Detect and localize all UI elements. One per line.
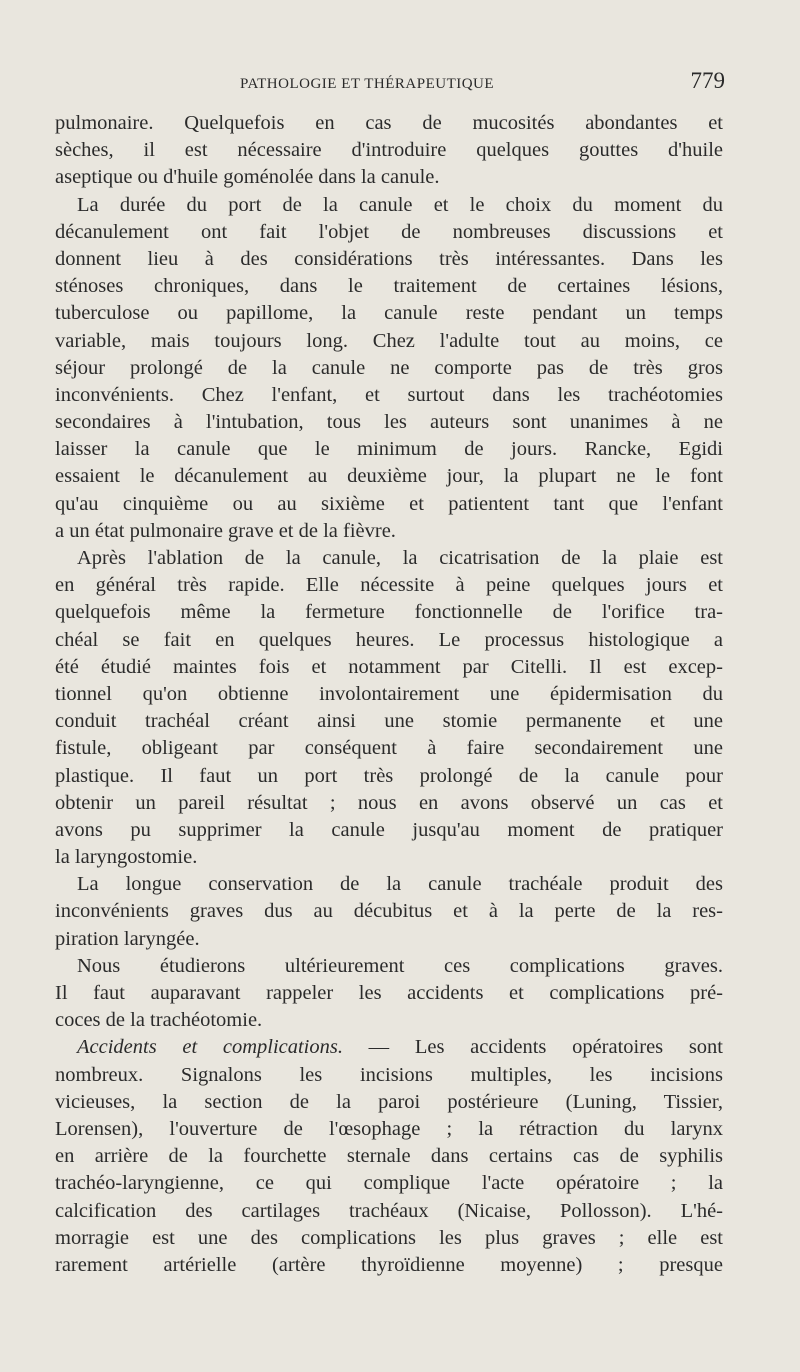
text-line: morragie est une des complications les plus graves ; elle est	[55, 1226, 723, 1249]
text-line: en arrière de la fourchette sternale dans certains cas de syphilis	[55, 1145, 723, 1168]
text-line: donnent lieu à des considérations très intéressantes. Dans les	[55, 247, 723, 270]
running-title: PATHOLOGIE ET THÉRAPEUTIQUE	[240, 76, 495, 92]
text-line: Nous étudierons ultérieurement ces complications graves.	[77, 954, 723, 977]
text-line: la laryngostomie.	[55, 846, 198, 869]
text-line: pulmonaire. Quelquefois en cas de mucosités abondantes et	[55, 112, 723, 134]
text-line: été étudié maintes fois et notamment par Citelli. Il est excep-	[55, 655, 723, 678]
text-line: inconvénients. Chez l'enfant, et surtout dans les trachéotomies	[55, 383, 723, 406]
text-line: avons pu supprimer la canule jusqu'au moment de pratiquer	[55, 818, 723, 841]
text-line: obtenir un pareil résultat ; nous en avons observé un cas et	[55, 791, 723, 814]
text-line: aseptique ou d'huile goménolée dans la canule.	[55, 166, 440, 189]
text-line: Il faut auparavant rappeler les accidents et complications pré-	[55, 982, 723, 1004]
text-line: décanulement ont fait l'objet de nombreuses discussions et	[55, 220, 723, 243]
body-text	[55, 110, 723, 1279]
text-line: Lorensen), l'ouverture de l'œsophage ; la rétraction du larynx	[55, 1117, 723, 1140]
text-line: sténoses chroniques, dans le traitement de certaines lésions,	[55, 275, 723, 298]
text-line: trachéo-laryngienne, ce qui complique l'acte opératoire ; la	[55, 1172, 723, 1195]
text-line: inconvénients graves dus au décubitus et à la perte de la res-	[55, 900, 723, 923]
text-line: laisser la canule que le minimum de jours. Rancke, Egidi	[55, 438, 723, 461]
text-line: fistule, obligeant par conséquent à faire secondairement une	[55, 737, 723, 760]
text-line: rarement artérielle (artère thyroïdienne moyenne) ; presque	[55, 1253, 723, 1276]
text-line: vicieuses, la section de la paroi postérieure (Luning, Tissier,	[55, 1090, 723, 1113]
text-line: quelquefois même la fermeture fonctionnelle de l'orifice tra-	[55, 601, 723, 624]
text-line: coces de la trachéotomie.	[55, 1009, 263, 1032]
text-line: La durée du port de la canule et le choix du moment du	[77, 193, 723, 216]
text-line: plastique. Il faut un port très prolongé de la canule pour	[55, 764, 723, 787]
text-line: qu'au cinquième ou au sixième et patientent tant que l'enfant	[55, 492, 723, 515]
text-line: La longue conservation de la canule trachéale produit des	[77, 873, 723, 896]
section-heading-italic: Accidents et complications.	[77, 1036, 343, 1059]
text-line: Après l'ablation de la canule, la cicatrisation de la plaie est	[77, 547, 723, 569]
page-header	[55, 68, 725, 98]
text-line: calcification des cartilages trachéaux (Nicaise, Pollosson). L'hé-	[55, 1199, 723, 1222]
text-line: nombreux. Signalons les incisions multiples, les incisions	[55, 1063, 723, 1086]
text-line: conduit trachéal créant ainsi une stomie permanente et une	[55, 710, 723, 733]
text-line: séjour prolongé de la canule ne comporte pas de très gros	[55, 356, 723, 379]
text-line: secondaires à l'intubation, tous les auteurs sont unanimes à ne	[55, 411, 723, 434]
text-line: piration laryngée.	[55, 927, 200, 950]
text-line: a un état pulmonaire grave et de la fièvre.	[55, 519, 396, 542]
text-line: en général très rapide. Elle nécessite à peine quelques jours et	[55, 574, 723, 597]
text-line: tuberculose ou papillome, la canule reste pendant un temps	[55, 302, 723, 325]
text-line: tionnel qu'on obtienne involontairement une épidermisation du	[55, 682, 723, 705]
text-line-rest: — Les accidents opératoires sont	[368, 1036, 723, 1059]
text-line: sèches, il est nécessaire d'introduire quelques gouttes d'huile	[55, 139, 723, 162]
text-line: chéal se fait en quelques heures. Le processus histologique a	[55, 628, 723, 651]
page-number: 779	[690, 68, 725, 93]
text-line: essaient le décanulement au deuxième jour, la plupart ne le font	[55, 465, 723, 488]
text-line: variable, mais toujours long. Chez l'adulte tout au moins, ce	[55, 329, 723, 352]
text-line-with-heading	[55, 1034, 723, 1061]
